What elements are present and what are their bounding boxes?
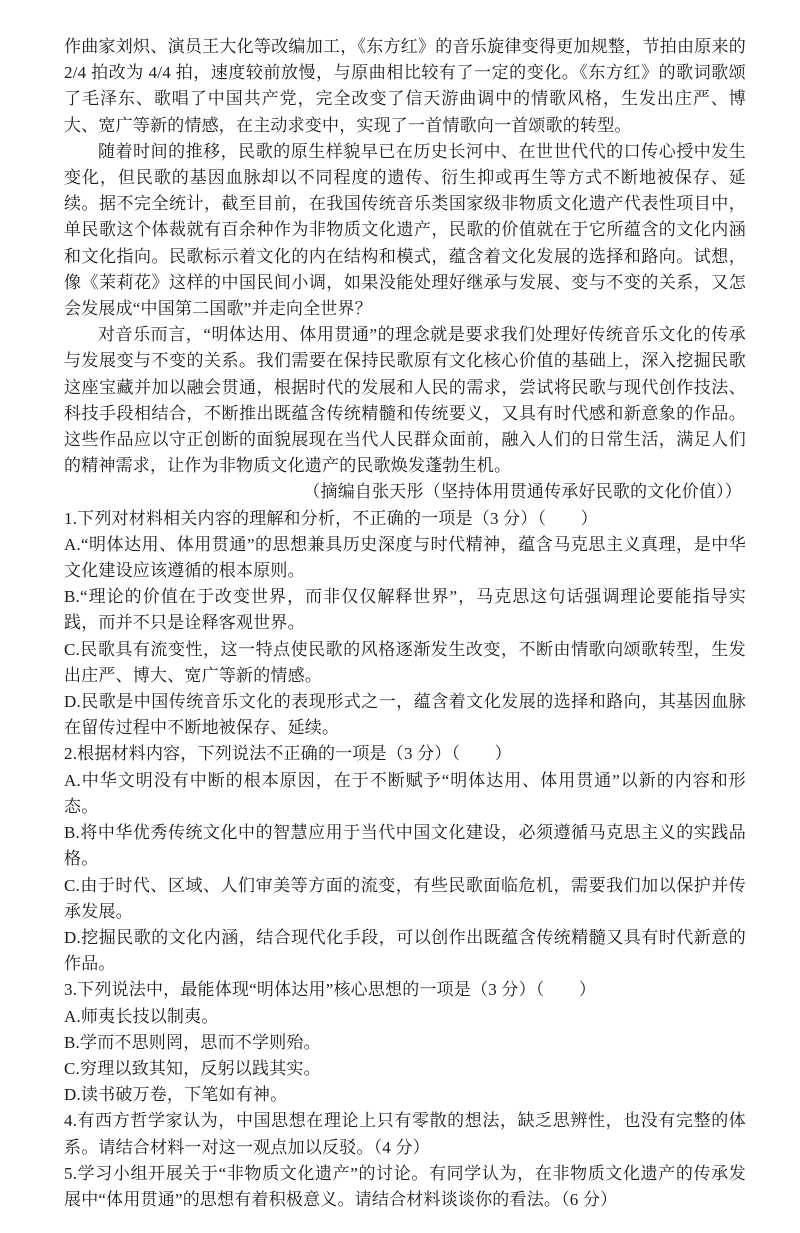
question-1-option-b: B.“理论的价值在于改变世界，而非仅仅解释世界”，马克思这句话强调理论要能指导实践，而并不只是诠释客观世界。 — [64, 587, 746, 633]
question-3-option-d: D.读书破万卷，下笔如有神。 — [64, 1085, 288, 1105]
question-3-option-b: B.学而不思则罔，思而不学则殆。 — [64, 1032, 321, 1052]
question-3-option-c: C.穷理以致其知，反躬以践其实。 — [64, 1058, 321, 1078]
question-2-option-d: D.挖掘民歌的文化内涵，结合现代化手段，可以创作出既蕴含传统精髓又具有时代新意的作品。 — [64, 927, 746, 974]
question-1-option-a: A.“明体达用、体用贯通”的思想兼具历史深度与时代精神，蕴含马克思主义真理，是中华文化建设应该遵循的根本原则。 — [64, 534, 746, 581]
question-4-stem: 4.有西方哲学家认为，中国思想在理论上只有零散的想法，缺乏思辨性，也没有完整的体系。请结合材料一对这一观点加以反驳。（4 分） — [64, 1111, 746, 1157]
material-paragraph-2: 随着时间的推移，民歌的原生样貌早已在历史长河中、在世世代代的口传心授中发生变化，但民歌的基因血脉却以不同程度的遗传、衍生抑或再生等方式不断地被保存、延续。据不完全统计，截至目前，在我国传统音乐类国家级非物质文化遗产代表性项目中，单民歌这个体裁就有百余种作为非物质文化遗产，民歌的价值就在于它所蕴含的文化内涵和文化指向。民歌标示着文化的内在结构和模式，蕴含着文化发展的选择和路向。试想，像《茉莉花》这样的中国民间小调，如果没能处理好继承与发展、变与不变的关系，又怎会发展成“中国第二国歌”并走向全世界？ — [64, 141, 746, 319]
exam-page — [64, 34, 746, 1213]
question-2-option-b: B.将中华优秀传统文化中的智慧应用于当代中国文化建设，必须遵循马克思主义的实践品格。 — [64, 823, 746, 869]
question-5-stem: 5.学习小组开展关于“非物质文化遗产”的讨论。有同学认为，在非物质文化遗产的传承发展中“体用贯通”的思想有着积极意义。请结合材料谈谈你的看法。（6 分） — [64, 1163, 746, 1209]
source-attribution: （摘编自张天彤（坚持体用贯通传承好民歌的文化价值）） — [303, 482, 742, 502]
question-1-stem: 1.下列对材料相关内容的理解和分析，不正确的一项是（3 分）（ ） — [64, 508, 598, 528]
question-1-option-c: C.民歌具有流变性，这一特点使民歌的风格逐渐发生改变，不断由情歌向颂歌转型，生发出庄严、博大、宽广等新的情感。 — [64, 639, 746, 685]
question-3-stem: 3.下列说法中，最能体现“明体达用”核心思想的一项是（3 分）（ ） — [64, 980, 597, 1000]
question-1-option-d: D.民歌是中国传统音乐文化的表现形式之一，蕴含着文化发展的选择和路向，其基因血脉在留传过程中不断地被保存、延续。 — [64, 692, 746, 738]
material-paragraph-3: 对音乐而言，“明体达用、体用贯通”的理念就是要求我们处理好传统音乐文化的传承与发展变与不变的关系。我们需要在保持民歌原有文化核心价值的基础上，深入挖掘民歌这座宝藏并加以融会贯通，根据时代的发展和人民的需求，尝试将民歌与现代创作技法、科技手段相结合，不断推出既蕴含传统精髓和传统要义，又具有时代感和新意象的作品。这些作品应以守正创断的面貌展现在当代人民群众面前，融入人们的日常生活，满足人们的精神需求，让作为非物质文化遗产的民歌焕发蓬勃生机。 — [64, 325, 746, 476]
question-3-option-a: A.师夷长技以制夷。 — [64, 1006, 219, 1026]
question-2-option-a: A.中华文明没有中断的根本原因，在于不断赋予“明体达用、体用贯通”以新的内容和形态。 — [64, 770, 746, 816]
material-paragraph-continuation: 作曲家刘炽、演员王大化等改编加工，《东方红》的音乐旋律变得更加规整，节拍由原来的 2/4 拍改为 4/4 拍，速度较前放慢，与原曲相比较有了一定的变化。《东方红》的歌词歌颂了毛泽东、歌唱了中国共产党，完全改变了信天游曲调中的情歌风格，生发出庄严、博大、宽广等新的情感，在主动求变中，实现了一首情歌向一首颂歌的转型。 — [64, 37, 746, 135]
question-2-stem: 2.根据材料内容，下列说法不正确的一项是（3 分）（ ） — [64, 744, 512, 764]
question-2-option-c: C.由于时代、区域、人们审美等方面的流变，有些民歌面临危机，需要我们加以保护并传承发展。 — [64, 875, 746, 921]
